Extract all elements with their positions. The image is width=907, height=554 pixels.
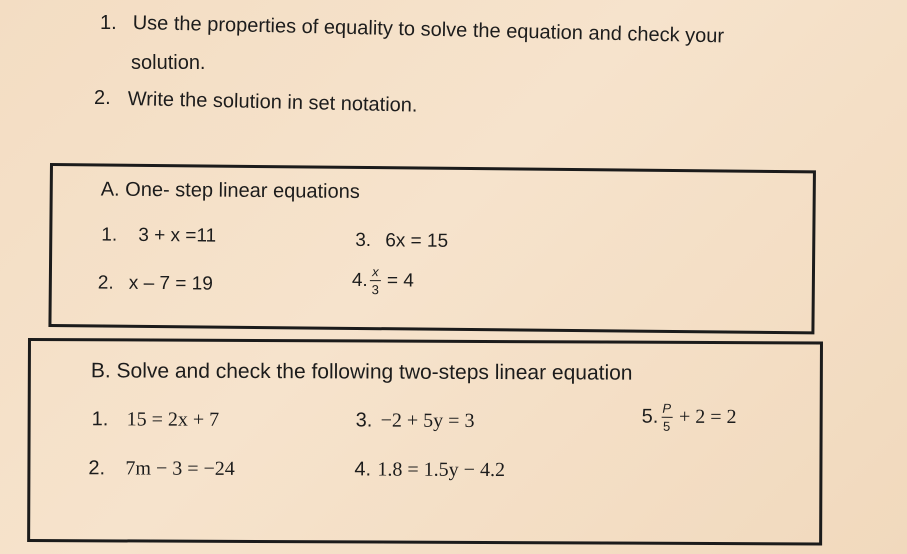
section-a-item-3-equation: 6x = 15 <box>385 230 449 252</box>
section-a-item-2-equation: x – 7 = 19 <box>128 272 213 295</box>
fraction-denominator: 5 <box>662 418 671 434</box>
section-b-item-3-equation: −2 + 5y = 3 <box>380 409 475 432</box>
section-b-item-1-label: 1. <box>91 408 109 431</box>
section-a-item-4 <box>352 265 414 297</box>
section-a-item-4-fraction <box>370 265 382 296</box>
section-a-title: A. One- step linear equations <box>100 178 360 203</box>
section-a-box <box>48 163 816 334</box>
section-b-item-4-label: 4. <box>354 458 372 481</box>
section-b-box <box>27 338 823 545</box>
fraction-numerator: x <box>372 264 379 280</box>
section-b-item-5-rest: + 2 = 2 <box>678 405 737 429</box>
section-b-item-5 <box>642 402 737 433</box>
instruction-2-text: Write the solution in set notation. <box>127 88 418 117</box>
instruction-2-number: 2. <box>94 87 111 109</box>
instruction-1-continuation: solution. <box>131 52 206 74</box>
fraction-bar <box>370 280 381 281</box>
fraction-numerator: P <box>662 400 672 416</box>
instruction-1-text: Use the properties of equality to solve the equation and check your <box>132 12 725 48</box>
section-b-item-3-label: 3. <box>355 409 373 432</box>
section-b-item-5-fraction <box>660 402 673 433</box>
fraction-denominator: 3 <box>371 282 379 298</box>
fraction-bar <box>661 417 672 418</box>
section-a-item-4-label: 4. <box>351 269 368 291</box>
section-a-item-1-equation: 3 + x =11 <box>138 224 217 247</box>
section-a-item-4-rest: = 4 <box>386 269 415 291</box>
section-b-title: B. Solve and check the following two-steps linear equation <box>90 359 633 385</box>
instruction-1-number: 1. <box>100 12 117 34</box>
section-b-item-2-equation: 7m − 3 = −24 <box>125 457 235 480</box>
section-a-item-2-label: 2. <box>97 272 114 294</box>
section-a-item-1-label: 1. <box>101 224 118 246</box>
section-b-item-5-label: 5. <box>641 405 659 428</box>
section-b-item-1-equation: 15 = 2x + 7 <box>126 408 220 431</box>
section-b-item-4-equation: 1.8 = 1.5y − 4.2 <box>377 458 506 482</box>
section-b-item-2-label: 2. <box>88 457 106 480</box>
section-a-item-3-label: 3. <box>355 229 372 252</box>
